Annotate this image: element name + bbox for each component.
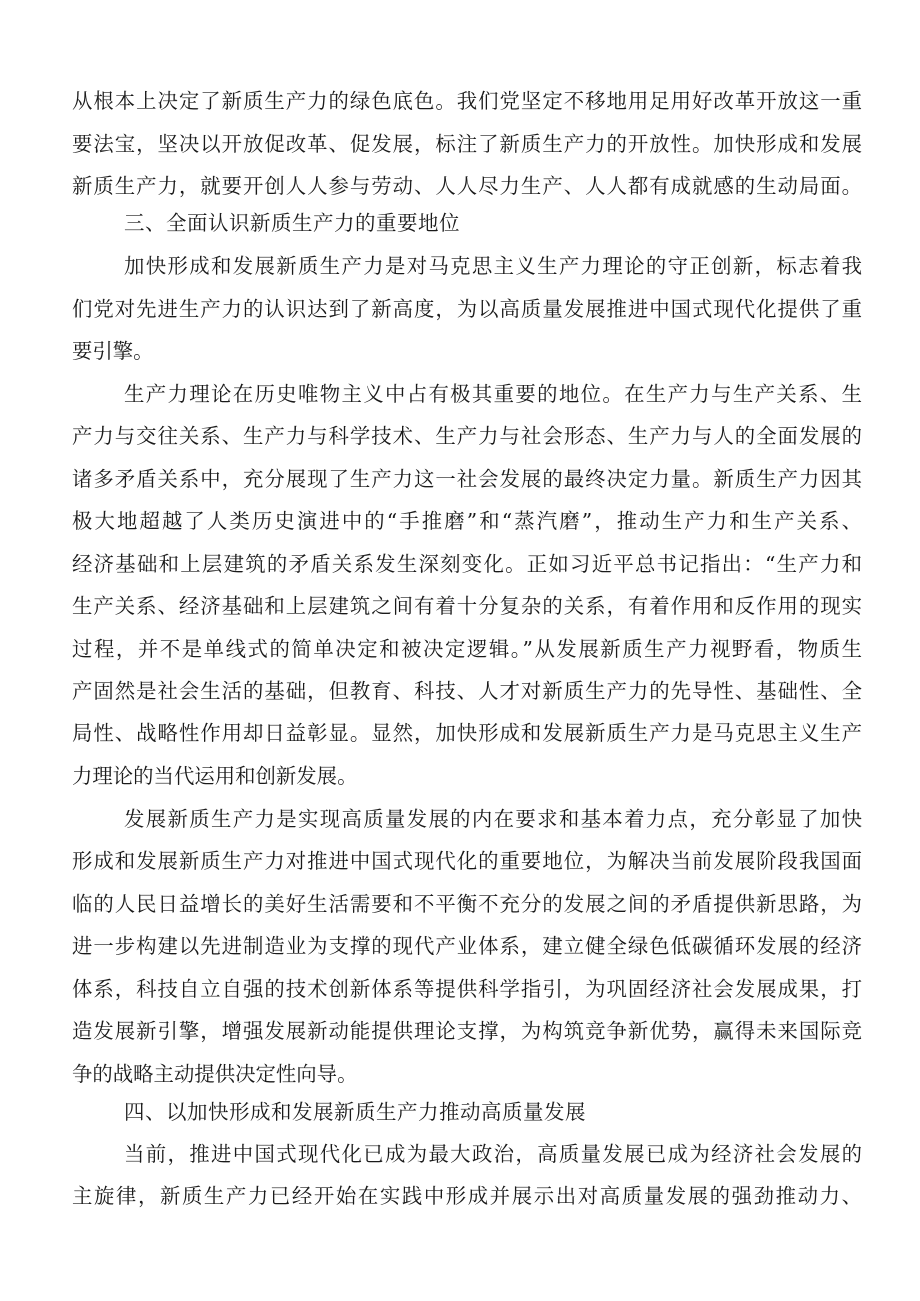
paragraph-line: 过程，并不是单线式的简单决定和被决定逻辑。”从发展新质生产力视野看，物质生	[72, 637, 862, 661]
paragraph-line: 要引擎。	[72, 339, 154, 363]
paragraph-line: 加快形成和发展新质生产力是对马克思主义生产力理论的守正创新，标志着我	[124, 254, 862, 278]
paragraph-line: 体系，科技自立自强的技术创新体系等提供科学指引，为巩固经济社会发展成果，打	[72, 977, 862, 1001]
paragraph-line: 主旋律，新质生产力已经开始在实践中形成并展示出对高质量发展的强劲推动力、	[72, 1184, 862, 1208]
paragraph-line: 争的战略主动提供决定性向导。	[72, 1062, 358, 1086]
paragraph-line: 力理论的当代运用和创新发展。	[72, 764, 358, 788]
paragraph-line: 诸多矛盾关系中，充分展现了生产力这一社会发展的最终决定力量。新质生产力因其	[72, 467, 862, 491]
paragraph-line: 要法宝，坚决以开放促改革、促发展，标注了新质生产力的开放性。加快形成和发展	[72, 132, 862, 156]
paragraph-line: 从根本上决定了新质生产力的绿色底色。我们党坚定不移地用足用好改革开放这一重	[72, 89, 862, 113]
paragraph-line: 进一步构建以先进制造业为支撑的现代产业体系，建立健全绿色低碳循环发展的经济	[72, 934, 862, 958]
paragraph-line: 新质生产力，就要开创人人参与劳动、人人尽力生产、人人都有成就感的生动局面。	[72, 174, 862, 198]
paragraph-line: 当前，推进中国式现代化已成为最大政治，高质量发展已成为经济社会发展的	[124, 1142, 862, 1166]
paragraph-line: 产固然是社会生活的基础，但教育、科技、人才对新质生产力的先导性、基础性、全	[72, 679, 862, 703]
paragraph-line: 临的人民日益增长的美好生活需要和不平衡不充分的发展之间的矛盾提供新思路，为	[72, 892, 862, 916]
paragraph-line: 生产关系、经济基础和上层建筑之间有着十分复杂的关系，有着作用和反作用的现实	[72, 594, 862, 618]
paragraph-line: 造发展新引擎，增强发展新动能提供理论支撑，为构筑竞争新优势，赢得未来国际竞	[72, 1019, 862, 1043]
paragraph-line: 发展新质生产力是实现高质量发展的内在要求和基本着力点，充分彰显了加快	[124, 807, 862, 831]
paragraph-line: 形成和发展新质生产力对推进中国式现代化的重要地位，为解决当前发展阶段我国面	[72, 849, 862, 873]
paragraph-line: 极大地超越了人类历史演进中的“手推磨”和“蒸汽磨”，推动生产力和生产关系、	[72, 509, 862, 533]
paragraph-line: 生产力理论在历史唯物主义中占有极其重要的地位。在生产力与生产关系、生	[124, 382, 862, 406]
paragraph-line: 产力与交往关系、生产力与科学技术、生产力与社会形态、生产力与人的全面发展的	[72, 424, 862, 448]
paragraph-line: 局性、战略性作用却日益彰显。显然，加快形成和发展新质生产力是马克思主义生产	[72, 721, 862, 745]
section-heading: 四、以加快形成和发展新质生产力推动高质量发展	[124, 1100, 586, 1124]
section-heading: 三、全面认识新质生产力的重要地位	[124, 211, 460, 235]
paragraph-line: 们党对先进生产力的认识达到了新高度，为以高质量发展推进中国式现代化提供了重	[72, 297, 862, 321]
paragraph-line: 经济基础和上层建筑的矛盾关系发生深刻变化。正如习近平总书记指出：“生产力和	[72, 552, 862, 576]
